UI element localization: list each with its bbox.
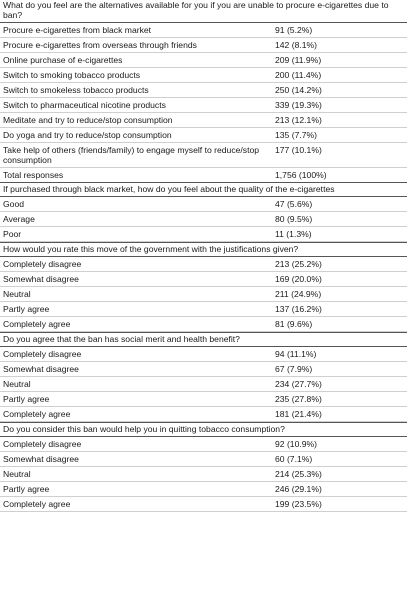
table-row (0, 98, 407, 113)
question-heading: Do you consider this ban would help you in quitting tobacco consumption? (0, 422, 407, 437)
question-heading: What do you feel are the alternatives available for you if you are unable to procure e-cigarettes due to ban? (0, 0, 407, 23)
response-count: 80 (9.5%) (275, 214, 313, 224)
table-row (0, 212, 407, 227)
table-row (0, 113, 407, 128)
table-row (0, 452, 407, 467)
table-row (0, 23, 407, 38)
response-label: Completely disagree (3, 439, 82, 449)
survey-section (0, 0, 407, 182)
response-count: 177 (10.1%) (275, 145, 322, 155)
table-row (0, 392, 407, 407)
table-row (0, 168, 407, 182)
response-count: 213 (25.2%) (275, 259, 322, 269)
response-count: 339 (19.3%) (275, 100, 322, 110)
response-count: 137 (16.2%) (275, 304, 322, 314)
table-row (0, 272, 407, 287)
response-count: 81 (9.6%) (275, 319, 313, 329)
survey-section (0, 182, 407, 242)
response-label: Switch to pharmaceutical nicotine products (3, 100, 166, 110)
table-row (0, 287, 407, 302)
response-count: 67 (7.9%) (275, 364, 313, 374)
response-label: Neutral (3, 379, 31, 389)
response-count: 200 (11.4%) (275, 70, 322, 80)
table-row (0, 197, 407, 212)
response-label: Total responses (3, 170, 64, 180)
table-row (0, 497, 407, 512)
response-label: Completely disagree (3, 349, 82, 359)
response-label: Take help of others (friends/family) to engage myself to reduce/stop consumption (3, 145, 260, 165)
question-heading: If purchased through black market, how do you feel about the quality of the e-cigarettes (0, 182, 407, 197)
response-count: 1,756 (100%) (275, 170, 327, 180)
response-label: Partly agree (3, 484, 50, 494)
response-label: Switch to smoking tobacco products (3, 70, 141, 80)
response-count: 60 (7.1%) (275, 454, 313, 464)
response-label: Completely agree (3, 499, 71, 509)
response-label: Procure e-cigarettes from black market (3, 25, 152, 35)
response-count: 92 (10.9%) (275, 439, 318, 449)
survey-section (0, 422, 407, 512)
response-count: 169 (20.0%) (275, 274, 322, 284)
response-label: Completely agree (3, 319, 71, 329)
table-row (0, 83, 407, 98)
table-row (0, 407, 407, 422)
question-heading: Do you agree that the ban has social merit and health benefit? (0, 332, 407, 347)
table-row (0, 377, 407, 392)
response-label: Partly agree (3, 304, 50, 314)
response-count: 234 (27.7%) (275, 379, 322, 389)
response-count: 91 (5.2%) (275, 25, 313, 35)
response-count: 47 (5.6%) (275, 199, 313, 209)
table-row (0, 68, 407, 83)
response-count: 11 (1.3%) (275, 229, 312, 239)
response-label: Partly agree (3, 394, 50, 404)
table-row (0, 38, 407, 53)
response-count: 94 (11.1%) (275, 349, 317, 359)
response-label: Meditate and try to reduce/stop consumption (3, 115, 173, 125)
response-count: 246 (29.1%) (275, 484, 322, 494)
response-label: Switch to smokeless tobacco products (3, 85, 149, 95)
response-count: 181 (21.4%) (275, 409, 322, 419)
table-row (0, 317, 407, 332)
question-heading: How would you rate this move of the government with the justifications given? (0, 242, 407, 257)
table-row (0, 53, 407, 68)
response-label: Good (3, 199, 25, 209)
response-count: 250 (14.2%) (275, 85, 322, 95)
survey-section (0, 242, 407, 332)
response-count: 211 (24.9%) (275, 289, 322, 299)
table-row (0, 143, 407, 168)
survey-section (0, 332, 407, 422)
response-label: Poor (3, 229, 22, 239)
response-count: 142 (8.1%) (275, 40, 318, 50)
table-row (0, 482, 407, 497)
table-row (0, 128, 407, 143)
table-row (0, 347, 407, 362)
response-label: Completely disagree (3, 259, 82, 269)
response-label: Neutral (3, 469, 31, 479)
response-count: 199 (23.5%) (275, 499, 322, 509)
response-label: Somewhat disagree (3, 274, 79, 284)
response-label: Online purchase of e-cigarettes (3, 55, 123, 65)
response-label: Somewhat disagree (3, 454, 79, 464)
table-row (0, 227, 407, 242)
table-row (0, 437, 407, 452)
response-count: 209 (11.9%) (275, 55, 322, 65)
response-label: Neutral (3, 289, 31, 299)
response-label: Procure e-cigarettes from overseas through friends (3, 40, 197, 50)
table-row (0, 362, 407, 377)
table-row (0, 302, 407, 317)
table-row (0, 257, 407, 272)
response-label: Somewhat disagree (3, 364, 79, 374)
response-count: 235 (27.8%) (275, 394, 322, 404)
response-label: Completely agree (3, 409, 71, 419)
response-label: Do yoga and try to reduce/stop consumption (3, 130, 172, 140)
response-count: 213 (12.1%) (275, 115, 322, 125)
response-count: 135 (7.7%) (275, 130, 318, 140)
response-label: Average (3, 214, 35, 224)
table-row (0, 467, 407, 482)
response-count: 214 (25.3%) (275, 469, 322, 479)
